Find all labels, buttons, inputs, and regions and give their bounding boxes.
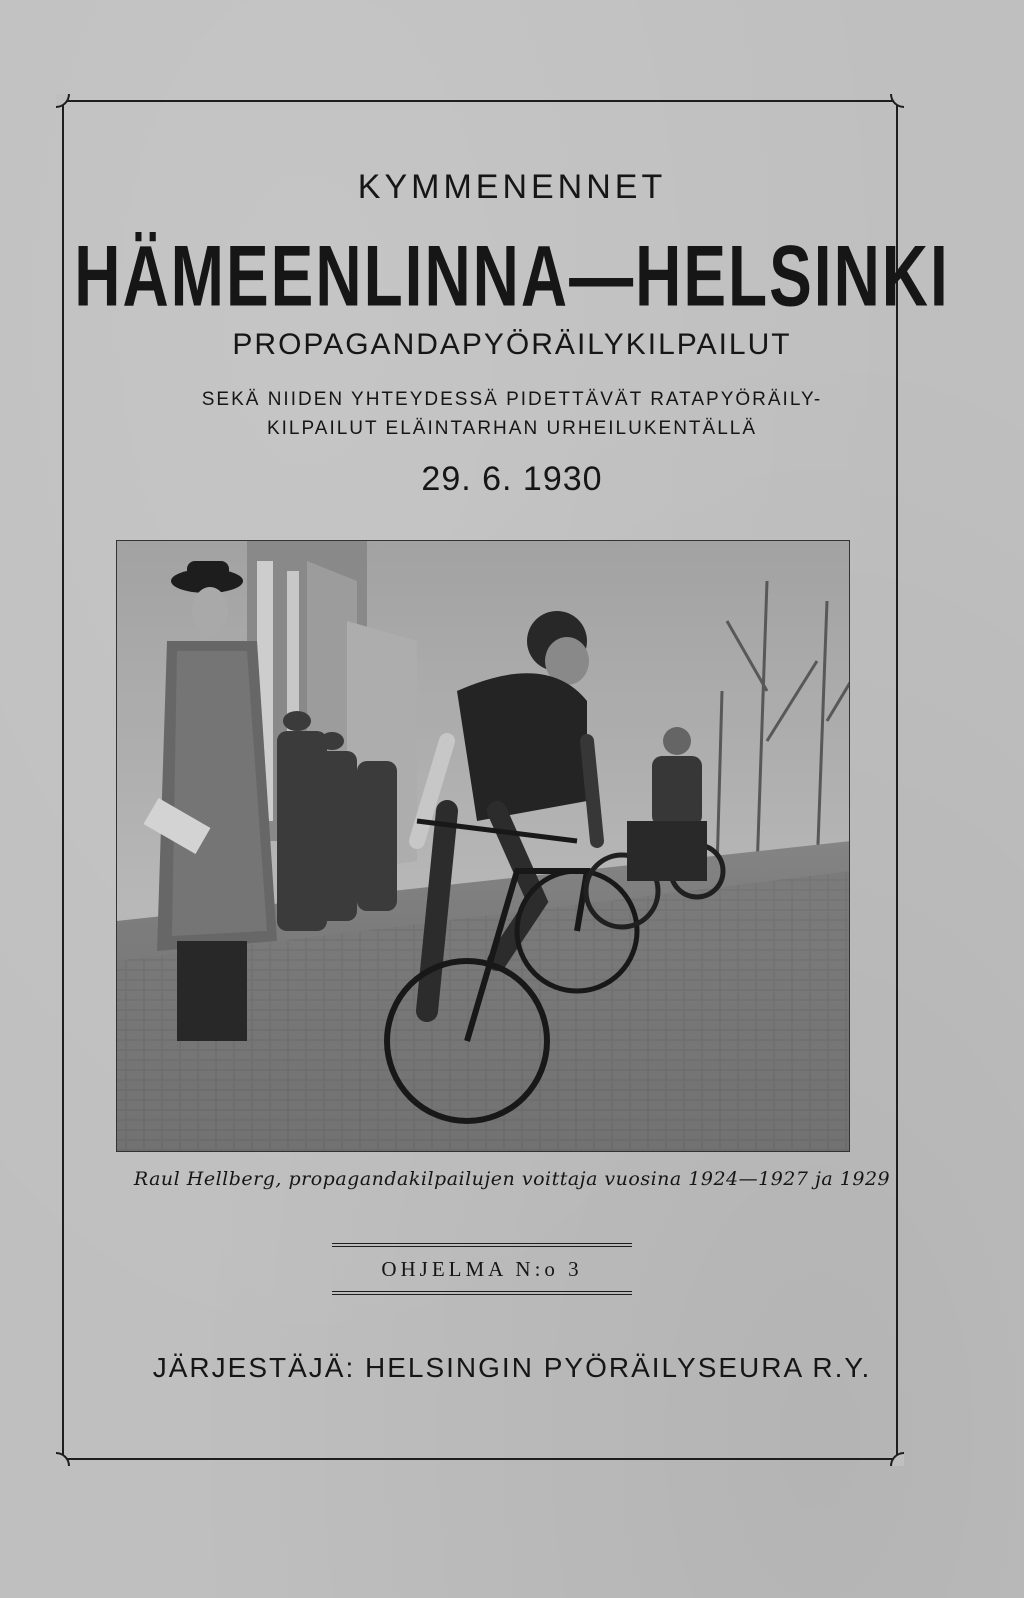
description-line-1: SEKÄ NIIDEN YHTEYDESSÄ PIDETTÄVÄT RATAPYÖRÄILY- <box>201 389 823 410</box>
page-title: HÄMEENLINNA—HELSINKI <box>74 227 950 325</box>
program-label: OHJELMA N:o 3 <box>332 1243 632 1295</box>
description-line-2: KILPAILUT ELÄINTARHAN URHEILUKENTÄLLÄ <box>266 418 757 439</box>
frame-corner <box>56 94 70 108</box>
cyclist-photo <box>116 540 850 1152</box>
event-date: 29. 6. 1930 <box>421 460 603 498</box>
frame-corner <box>890 1452 904 1466</box>
frame-corner <box>56 1452 70 1466</box>
organizer-text: JÄRJESTÄJÄ: HELSINGIN PYÖRÄILYSEURA R.Y. <box>152 1352 872 1383</box>
subtitle: PROPAGANDAPYÖRÄILYKILPAILUT <box>232 328 792 361</box>
photo-caption: Raul Hellberg, propagandakilpailujen voittaja vuosina 1924—1927 ja 1929 <box>133 1168 891 1190</box>
cyclist-photo-illustration <box>117 541 850 1152</box>
kicker-text: KYMMENENNET <box>357 168 667 206</box>
frame-corner <box>890 94 904 108</box>
